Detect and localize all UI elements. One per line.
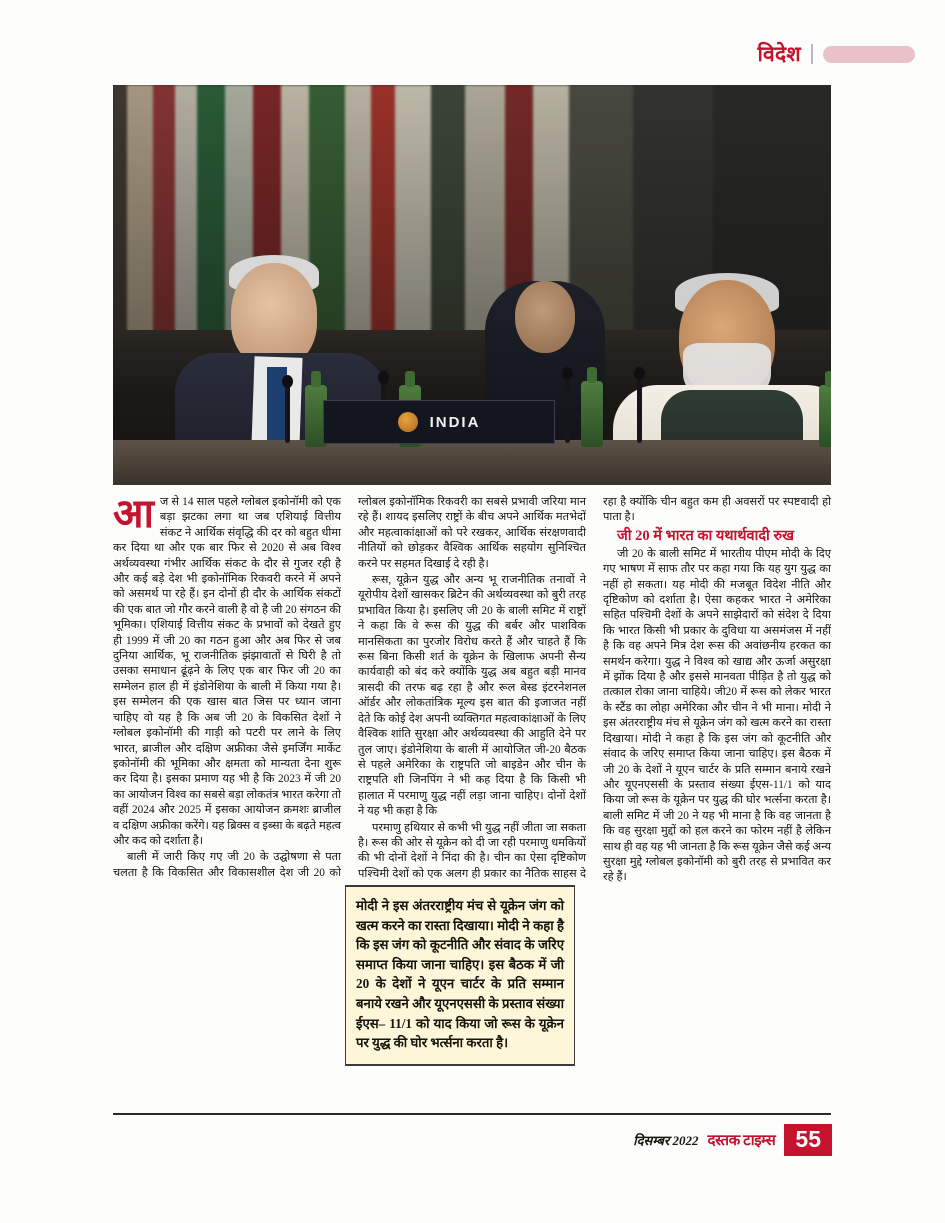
biden-head [231,263,317,367]
g20-logo-icon [398,412,418,432]
publication-brand: दस्तक टाइम्स [707,1133,776,1149]
country-nameplate [323,400,555,444]
photo-illustration [113,85,831,485]
article-paragraph: रूस, यूक्रेन युद्ध और अन्य भू राजनीतिक तनावों ने यूरोपीय देशों खासकर ब्रिटेन की अर्थव्यवस्था को बुरी तरह प्रभावित किया है। इसलिए जी 20 के बाली समिट में राष्ट्रों ने कहा कि वे रूस की युद्ध की बर्बर और पाशविक मानसिकता का पुरजोर विरोध करते हैं और चाहते हैं कि रूस बिना किसी शर्त के यूक्रेन के खिलाफ अपनी सैन्य कार्यवाही को बंद करे क्योंकि युद्ध अब बहुत बड़ी मानव त्रासदी की तरफ बढ़ रहा है और रूल बेस्ड इंटरनेशनल ऑर्डर और लोकतांत्रिक मूल्य इस बात की इजाजत नहीं देते कि कोई देश अपनी व्यक्तिगत महत्वाकांक्षाओं के लिए वैश्विक शांति सुरक्षा और अर्थव्यवस्था की आहुति देने पर तुल जाए। इंडोनेशिया के बाली में आयोजित जी-20 बैठक से पहले अमेरिका के राष्ट्रपति जो बाइडेन और चीन के राष्ट्रपति शी जिनपिंग ने भी कह दिया है कि किसी भी हालात में परमाणु युद्ध नहीं लड़ा जाना चाहिए। दोनों देशों ने यह भी कहा है कि [358,574,586,818]
article-photo [113,85,831,485]
nameplate-label: INDIA [429,413,481,431]
header-divider [811,44,813,64]
page-number: 55 [784,1124,832,1156]
article-subheading: जी 20 में भारत का यथार्थवादी रुख [617,527,794,544]
footer-divider [113,1113,831,1115]
article-paragraph [113,491,341,849]
microphone [565,377,570,443]
microphone [285,385,290,443]
paragraph-text: ज से 14 साल पहले ग्लोबल इकोनॉमी को एक बड़ा झटका लगा था जब एशियाई वित्तीय संकट ने आर्थिक संवृद्धि की दर को बहुत धीमा कर दिया था और एक बार फिर से 2020 से अब विश्व अर्थव्यवस्था गंभीर आर्थिक संकट के दौर से गुजर रही है और कई बड़े देश भी इकोनॉमिक रिकवरी करने में अपने को असमर्थ पा रहे हैं। इन दोनों ही दौर के आर्थिक संकटों की एक बात जो गौर करने वाली है वो है जी 20 संगठन की भूमिका। एशियाई वित्तीय संकट के प्रभावों को देखते हुए ही 1999 में जी 20 का गठन हुआ और अब फिर से जब दुनिया आर्थिक, भू राजनीतिक झंझावातों से घिरी है तो उसका समाधान ढूंढ़ने के लिए एक बार फिर जी 20 का सम्मेलन हाल ही में इंडोनेशिया के बाली में किया गया है। इस सम्मेलन की एक खास बात जिस पर ध्यान जाना चाहिए वो यह है कि अब जी 20 के विकसित देशों ने ग्लोबल इकोनॉमी की गाड़ी को पटरी पर लाने के लिए भारत, ब्राजील और दक्षिण अफ्रीका जैसे इमर्जिंग मार्केट इकोनॉमी की भूमिका और क्षमता को मान्यता देना शुरू कर दिया है। इसका प्रमाण यह भी है कि 2023 में जी 20 का आयोजन विश्व का सबसे बड़ा लोकतंत्र भारत करेगा तो वहीं 2024 और 2025 में इसका आयोजन क्रमशः ब्राजील व दक्षिण अफ्रीका करेंगे। यह ब्रिक्स व इब्सा के बढ़ते महत्व और कद को दर्शाता है। [113,496,341,847]
page-header [758,40,915,68]
drop-cap: आ [113,491,154,536]
conference-table [113,440,831,485]
section-label: विदेश [757,42,801,66]
article-paragraph: बाली में जारी किए गए जी 20 के उद्घोषणा से पता चलता है कि विकसित और विकासशील देश जी 20 को ग्लोबल इकोनॉमिक रिकवरी का सबसे प्रभावी जरिया मान रहे हैं। शायद इसलिए राष्ट्रों के बीच अपने आर्थिक मतभेदों और महत्वाकांक्षाओं को परे रखकर, आर्थिक संरक्षणवादी नीतियों को छोड़कर वैश्विक आर्थिक सहयोग सुनिश्चित करने पर सहमत दिखाई दे रही है। [113,496,586,879]
water-bottle [819,385,831,447]
page-footer [633,1124,832,1156]
issue-date: दिसम्बर 2022 [633,1133,699,1148]
article-paragraph: जी 20 के बाली समिट में भारतीय पीएम मोदी के दिए गए भाषण में साफ तौर पर कहा गया कि यह युग युद्ध का नहीं हो सकता। यह मोदी की मजबूत विदेश नीति और दृष्टिकोण को दर्शाता है। ऐसा कहकर भारत ने अमेरिका सहित पश्चिमी देशों के अपने साझेदारों को संदेश दे दिया कि भारत किसी भी प्रकार के दुविधा या असमंजस में नहीं है कि वह अपने मित्र देश रूस की अवांछनीय हरकत का समर्थन करेगा। युद्ध ने विश्व को खाद्य और ऊर्जा असुरक्षा में झोंक दिया है और इससे मानवता पीड़ित है तो युद्ध को तत्काल रोका जाना चाहिये। जी20 में रूस को लेकर भारत के स्टैंड का लोहा अमेरिका और चीन ने भी माना। मोदी ने इस अंतरराष्ट्रीय मंच से यूक्रेन जंग को खत्म करने का रास्ता दिखाया। मोदी ने कहा है कि इस जंग को कूटनीति और संवाद के जरिए समाप्त किया जाना चाहिए। इस बैठक में जी 20 के देशों ने यूएन चार्टर के प्रति सम्मान बनाये रखने और यूएनएससी के प्रस्ताव संख्या ईएस-11/1 को याद किया जो रूस के यूक्रेन पर युद्ध की घोर भर्त्सना करता है। बाली समिट में जी 20 ने यह भी माना है कि वह जानता है कि वह सुरक्षा मुद्दों को हल करने का फोरम नहीं है लेकिन साथ ही वह यह भी जानता है कि रूस यूक्रेन जैसे कई अन्य सुरक्षा मुद्दे ग्लोबल इकोनॉमी को बुरी तरह से प्रभावित कर रहे हैं। [603,547,831,884]
article-paragraph: परमाणु हथियार से कभी भी युद्ध नहीं जीता जा सकता है। रूस की ओर से यूक्रेन को दी जा रही परमाणु धमकियों की भी दोनों देशों ने निंदा की है। चीन का ऐसा दृष्टिकोण पश्चिमी देशों को एक अलग ही प्रकार का नैतिक साहस दे रहा है क्योंकि चीन बहुत कम ही अवसरों पर स्पष्टवादी हो पाता है। [358,496,831,880]
water-bottle [581,381,603,447]
background-delegate-face [515,281,575,353]
pull-quote: मोदी ने इस अंतरराष्ट्रीय मंच से यूक्रेन जंग को खत्म करने का रास्ता दिखाया। मोदी ने कहा है कि इस जंग को कूटनीति और संवाद के जरिए समाप्त किया जाना चाहिए। इस बैठक में जी 20 के देशों ने यूएन चार्टर के प्रति सम्मान बनाये रखने और यूएनएससी के प्रस्ताव संख्या ईएस– 11/1 को याद किया जो रूस के यूक्रेन पर युद्ध की घोर भर्त्सना करता है। [345,885,575,1066]
header-pill-decoration [823,46,915,63]
microphone [637,377,642,443]
